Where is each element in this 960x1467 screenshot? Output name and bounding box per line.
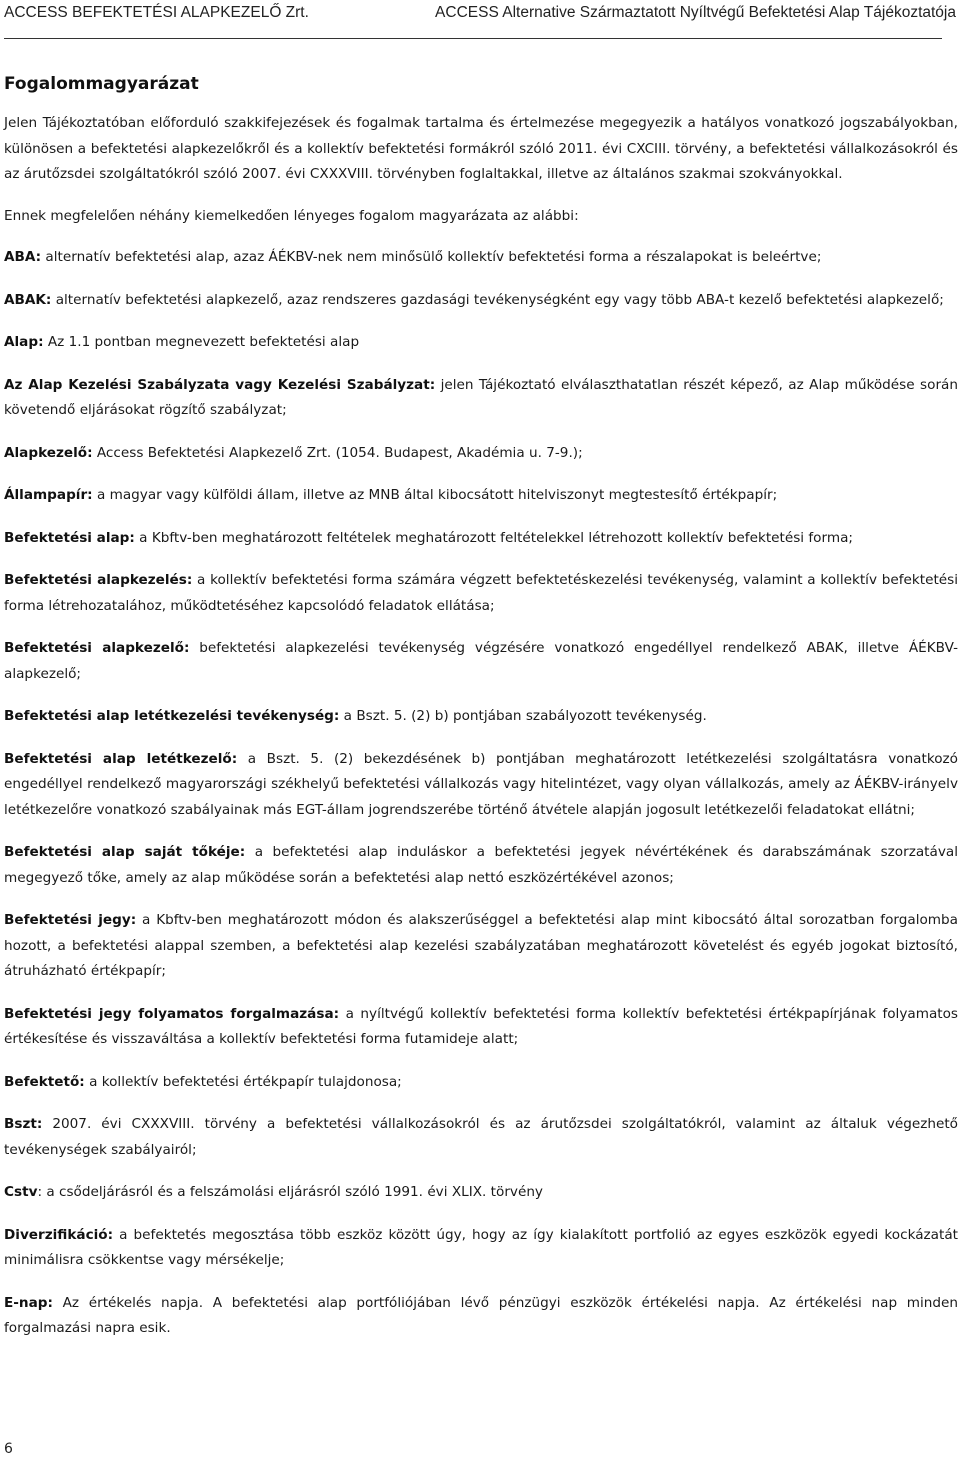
definition-term: Befektetési alap letétkezelési tevékenység: [4,708,340,724]
header-company: ACCESS BEFEKTETÉSI ALAPKEZELŐ Zrt. [4,4,309,21]
definition-item [4,1223,958,1274]
definition-text: a Bszt. 5. (2) bekezdésének b) pontjában meghatározott letétkezelési szolgáltatásra vonatkozó engedéllyel rendelkező magyarországi székhelyű befektetési vállalkozás vagy hitelintézet, vagy olyan vállalkozás, amely az ÁÉKBV-irányelv letétkezelőre vonatkozó szabályainak más EGT-állam jogrendszerébe történő átvétele alapján jogosult letétkezelői feladatokat ellátni; [4,750,959,818]
definition-term: Alapkezelő: [4,444,93,461]
definition-text: Az 1.1 pontban megnevezett befektetési alap [43,334,360,350]
definition-item [4,1291,958,1342]
definition-term: Bszt: [4,1116,43,1132]
definition-item [4,1112,958,1163]
definition-item [4,441,958,467]
page-number: 6 [4,1441,13,1457]
definition-item [4,840,958,891]
definition-term: Befektető: [4,1073,85,1090]
definition-term: Cstv [4,1184,38,1200]
definition-item [4,1180,958,1206]
definition-text: Access Befektetési Alapkezelő Zrt. (1054. Budapest, Akadémia u. 7-9.); [92,444,583,461]
definition-text: : a csődeljárásról és a felszámolási eljárásról szóló 1991. évi XLIX. törvény [37,1184,543,1200]
definition-item [4,704,958,730]
definition-item [4,288,958,314]
definition-term: Befektetési jegy folyamatos forgalmazása: [4,1005,340,1022]
definition-item [4,483,958,509]
definition-term: Befektetési alap: [4,529,135,546]
definition-text: jelen Tájékoztató elválaszthatatlan részét képező, az Alap működése során követendő eljárásokat rögzítő szabályzat; [4,376,958,418]
header-divider [4,38,942,39]
definition-item [4,908,958,985]
definition-text: a Kbftv-ben meghatározott módon és alakszerűséggel a befektetési alap mint kibocsátó által sorozatban forgalomba hozott, a befektetési alappal szemben, a befektetési alap kezelési szabályzatában meghatározott követelést és egyéb jogokat biztosító, átruházható értékpapír; [4,912,958,979]
definition-item [4,245,958,271]
definition-item [4,747,958,824]
definition-term: Befektetési alapkezelő: [4,640,190,656]
intro-lead: Ennek megfelelően néhány kiemelkedően lényeges fogalom magyarázata az alábbi: [4,207,579,224]
definition-term: Befektetési alapkezelés: [4,572,193,588]
definition-text: Az értékelés napja. A befektetési alap portfóliójában lévő pénzügyi eszközök értékelési napja. Az értékelési nap minden forgalmazási napra esik. [4,1294,958,1336]
definition-text: a nyíltvégű kollektív befektetési forma kollektív befektetési értékpapírjának folyamatos értékesítése és visszaváltása a kollektív befektetési forma futamideje alatt; [4,1005,959,1047]
definition-text: a Kbftv-ben meghatározott feltételek meghatározott feltételekkel létrehozott kollektív befektetési forma; [134,529,853,546]
definition-term: Diverzifikáció: [4,1226,114,1243]
definition-text: a Bszt. 5. (2) b) pontjában szabályozott tevékenység. [339,708,707,724]
definition-term: Alap: [4,334,44,350]
definition-item [4,568,958,619]
definition-text: 2007. évi CXXXVIII. törvény a befektetési vállalkozásokról és az árutőzsdei szolgáltatókról, valamint az általuk végezhető tevékenységek szabályairól; [4,1116,958,1158]
definition-text: a befektetési alap induláskor a befektetési jegyek névértékének és darabszámának szorzatával megegyező tőke, amely az alap működése során a befektetési alap nettó eszközértékével azonos; [4,844,958,886]
definition-item [4,526,958,552]
definition-item [4,373,958,424]
definition-list [4,245,958,1342]
definition-text: alternatív befektetési alap, azaz ÁÉKBV-nek nem minősülő kollektív befektetési forma a részalapokat is beleértve; [41,249,822,265]
document-body [4,111,958,1359]
definition-text: alternatív befektetési alapkezelő, azaz rendszeres gazdasági tevékenységként egy vagy több ABA-t kezelő befektetési alapkezelő; [51,291,944,308]
definition-term: E-nap: [4,1294,53,1311]
definition-term: Befektetési alap letétkezelő: [4,750,238,767]
definition-text: befektetési alapkezelési tevékenység végzésére vonatkozó engedéllyel rendelkező ABAK, illetve ÁÉKBV-alapkezelő; [4,640,958,682]
definition-term: ABA: [4,249,42,265]
definition-text: a kollektív befektetési forma számára végzett befektetéskezelési tevékenység, valamint a kollektív befektetési forma létrehozatalához, működtetéséhez kapcsolódó feladatok ellátása; [4,572,958,614]
definition-term: Befektetési alap saját tőkéje: [4,844,246,860]
definition-text: a befektetés megosztása több eszköz között úgy, hogy az így kialakított portfolió az egyes eszközök egyedi kockázatát minimálisra csökkentse vagy mérsékelje; [4,1226,958,1268]
intro-paragraph: Jelen Tájékoztatóban előforduló szakkifejezések és fogalmak tartalma és értelmezése megegyezik a hatályos vonatkozó jogszabályokban, különösen a befektetési alapkezelőkről és a kollektív befektetési formákról szóló 2011. évi CXCIII. törvény, a befektetési vállalkozásokról és az árutőzsdei szolgáltatókról szóló 2007. évi CXXXVIII. törvényben foglaltakkal, illetve az általános szakmai szokványokkal. [4,115,958,182]
definition-item [4,1002,958,1053]
definition-item [4,636,958,687]
definition-term: Állampapír: [4,487,93,503]
section-title: Fogalommagyarázat [4,74,199,94]
definition-item [4,1070,958,1096]
page-header [4,4,956,28]
definition-text: a magyar vagy külföldi állam, illetve az MNB által kibocsátott hitelviszonyt megtestesítő értékpapír; [92,487,778,503]
definition-text: a kollektív befektetési értékpapír tulajdonosa; [84,1073,402,1090]
definition-term: Befektetési jegy: [4,912,137,928]
header-document-title: ACCESS Alternative Származtatott Nyíltvégű Befektetési Alap Tájékoztatója [435,4,956,21]
definition-term: ABAK: [4,291,52,308]
definition-term: Az Alap Kezelési Szabályzata vagy Kezelési Szabályzat: [4,376,436,393]
definition-item [4,330,958,356]
